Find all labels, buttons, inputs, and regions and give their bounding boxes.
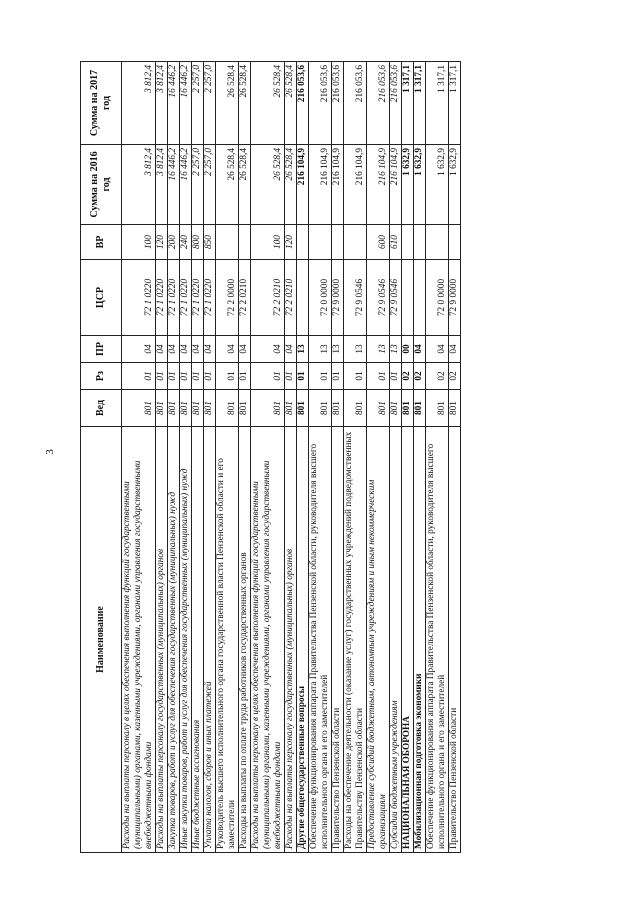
- table-row: [402, 62, 414, 853]
- table-row: [414, 62, 426, 853]
- cell-name: Уплата налогов, сборов и иных платежей: [204, 427, 216, 853]
- cell-csr: 72 0 0000: [426, 260, 449, 336]
- cell-sum-2016: 1 632,9: [414, 145, 426, 225]
- budget-table: [80, 61, 461, 853]
- table-row: [192, 62, 204, 853]
- cell-csr: 72 9 0000: [449, 260, 461, 336]
- cell-sum-2017: 216 053,6: [367, 62, 390, 145]
- cell-name: Мобилизационная подготовка экономики: [414, 427, 426, 853]
- cell-sum-2016: 2 257,0: [192, 145, 204, 225]
- cell-vr: [309, 225, 332, 260]
- cell-sum-2017: 1 317,1: [449, 62, 461, 145]
- cell-name: Расходы на выплаты по оплате труда работников государственных органов: [239, 427, 251, 853]
- cell-vr: 600: [367, 225, 390, 260]
- cell-rz: 01: [390, 363, 402, 390]
- cell-csr: 72 2 0210: [285, 260, 297, 336]
- cell-rz: 01: [309, 363, 332, 390]
- cell-pr: 13: [309, 336, 332, 363]
- cell-sum-2017: 216 053,6: [332, 62, 344, 145]
- cell-csr: 72 9 0546: [367, 260, 390, 336]
- cell-csr: 72 1 0220: [204, 260, 216, 336]
- cell-rz: 01: [332, 363, 344, 390]
- header-sum-2017: Сумма на 2017 год: [81, 62, 122, 145]
- cell-rz: 01: [204, 363, 216, 390]
- cell-csr: 72 1 0220: [168, 260, 180, 336]
- cell-name: Расходы на выплаты персоналу государственных (муниципальных) органов: [285, 427, 297, 853]
- cell-pr: 04: [239, 336, 251, 363]
- table-row: [332, 62, 344, 853]
- cell-pr: 04: [156, 336, 168, 363]
- cell-ved: 801: [297, 390, 309, 427]
- cell-vr: [297, 225, 309, 260]
- cell-ved: 801: [390, 390, 402, 427]
- header-csr: ЦСР: [81, 260, 122, 336]
- cell-name: НАЦИОНАЛЬНАЯ ОБОРОНА: [402, 427, 414, 853]
- cell-name: Иные бюджетные ассигнования: [192, 427, 204, 853]
- cell-csr: [402, 260, 414, 336]
- cell-rz: 01: [156, 363, 168, 390]
- cell-ved: 801: [344, 390, 367, 427]
- cell-ved: 801: [449, 390, 461, 427]
- cell-csr: 72 9 0000: [332, 260, 344, 336]
- cell-name: Обеспечение функционирования аппарата Правительства Пензенской области, руководителя высшего исполнительного органа и его заместителей: [426, 427, 449, 853]
- cell-sum-2017: 3 812,4: [156, 62, 168, 145]
- cell-csr: 72 9 0546: [390, 260, 402, 336]
- cell-vr: 800: [192, 225, 204, 260]
- cell-pr: 00: [402, 336, 414, 363]
- cell-sum-2017: 1 317,1: [414, 62, 426, 145]
- header-ved: Вед: [81, 390, 122, 427]
- cell-rz: 01: [344, 363, 367, 390]
- table-row: [367, 62, 390, 853]
- cell-vr: [402, 225, 414, 260]
- cell-csr: 72 1 0220: [156, 260, 168, 336]
- cell-name: Обеспечение функционирования аппарата Правительства Пензенской области, руководителя высшего исполнительного органа и его заместителей: [309, 427, 332, 853]
- cell-sum-2016: 16 446,2: [168, 145, 180, 225]
- cell-sum-2017: 26 528,4: [239, 62, 251, 145]
- cell-rz: 02: [402, 363, 414, 390]
- cell-rz: 01: [180, 363, 192, 390]
- cell-csr: 72 1 0220: [192, 260, 204, 336]
- cell-name: Предоставление субсидий бюджетным, автономным учреждениям и иным некоммерческим организациям: [367, 427, 390, 853]
- cell-rz: 02: [449, 363, 461, 390]
- page-number: 3: [44, 449, 56, 455]
- cell-vr: [332, 225, 344, 260]
- cell-rz: 02: [414, 363, 426, 390]
- table-row: [297, 62, 309, 853]
- cell-rz: 01: [285, 363, 297, 390]
- cell-ved: 801: [332, 390, 344, 427]
- cell-csr: 72 0 0000: [309, 260, 332, 336]
- cell-ved: 801: [204, 390, 216, 427]
- cell-csr: 72 2 0210: [251, 260, 285, 336]
- cell-ved: 801: [285, 390, 297, 427]
- cell-vr: 240: [180, 225, 192, 260]
- cell-vr: 850: [204, 225, 216, 260]
- cell-pr: 04: [204, 336, 216, 363]
- cell-vr: 100: [251, 225, 285, 260]
- cell-name: Субсидии бюджетным учреждениям: [390, 427, 402, 853]
- cell-rz: 01: [122, 363, 156, 390]
- cell-sum-2017: 1 317,1: [402, 62, 414, 145]
- cell-sum-2016: 216 104,9: [297, 145, 309, 225]
- cell-ved: 801: [180, 390, 192, 427]
- cell-sum-2017: 16 446,2: [168, 62, 180, 145]
- cell-pr: 04: [168, 336, 180, 363]
- cell-csr: [414, 260, 426, 336]
- cell-sum-2017: 2 257,0: [192, 62, 204, 145]
- table-row: [309, 62, 332, 853]
- header-rz: Рз: [81, 363, 122, 390]
- cell-pr: 13: [367, 336, 390, 363]
- cell-sum-2016: 216 104,9: [367, 145, 390, 225]
- cell-sum-2016: 216 104,9: [309, 145, 332, 225]
- cell-pr: 04: [122, 336, 156, 363]
- cell-sum-2016: 1 632,9: [449, 145, 461, 225]
- cell-pr: 04: [251, 336, 285, 363]
- cell-csr: 72 2 0210: [239, 260, 251, 336]
- cell-sum-2016: 26 528,4: [216, 145, 239, 225]
- table-row: [156, 62, 168, 853]
- cell-vr: 100: [122, 225, 156, 260]
- cell-ved: 801: [239, 390, 251, 427]
- cell-ved: 801: [216, 390, 239, 427]
- cell-rz: 01: [251, 363, 285, 390]
- cell-name: Другие общегосударственные вопросы: [297, 427, 309, 853]
- cell-vr: 120: [156, 225, 168, 260]
- cell-sum-2016: 3 812,4: [122, 145, 156, 225]
- cell-sum-2017: 2 257,0: [204, 62, 216, 145]
- cell-sum-2017: 3 812,4: [122, 62, 156, 145]
- cell-csr: 72 9 0546: [344, 260, 367, 336]
- table-row: [344, 62, 367, 853]
- header-name: Наименование: [81, 427, 122, 853]
- cell-ved: 801: [156, 390, 168, 427]
- cell-name: Закупка товаров, работ и услуг для обеспечения государственных (муниципальных) нужд: [168, 427, 180, 853]
- cell-pr: 13: [344, 336, 367, 363]
- cell-sum-2017: 216 053,6: [390, 62, 402, 145]
- cell-sum-2016: 2 257,0: [204, 145, 216, 225]
- cell-pr: 13: [390, 336, 402, 363]
- cell-sum-2017: 26 528,4: [285, 62, 297, 145]
- cell-sum-2017: 216 053,6: [344, 62, 367, 145]
- cell-ved: 801: [122, 390, 156, 427]
- cell-sum-2016: 3 812,4: [156, 145, 168, 225]
- cell-name: Расходы на выплаты персоналу государственных (муниципальных) органов: [156, 427, 168, 853]
- cell-rz: 01: [216, 363, 239, 390]
- cell-sum-2017: 216 053,6: [309, 62, 332, 145]
- cell-pr: 13: [332, 336, 344, 363]
- cell-rz: 01: [192, 363, 204, 390]
- cell-name: Правительство Пензенской области: [332, 427, 344, 853]
- cell-pr: 04: [285, 336, 297, 363]
- cell-rz: 01: [367, 363, 390, 390]
- cell-csr: [297, 260, 309, 336]
- cell-ved: 801: [367, 390, 390, 427]
- cell-csr: 72 1 0220: [180, 260, 192, 336]
- cell-sum-2016: 216 104,9: [344, 145, 367, 225]
- cell-sum-2017: 26 528,4: [251, 62, 285, 145]
- table-row: [216, 62, 239, 853]
- cell-ved: 801: [192, 390, 204, 427]
- table-row: [426, 62, 449, 853]
- cell-name: Руководитель высшего исполнительного органа государственной власти Пензенской области и его заместители: [216, 427, 239, 853]
- cell-vr: 120: [285, 225, 297, 260]
- cell-ved: 801: [309, 390, 332, 427]
- cell-vr: [414, 225, 426, 260]
- cell-sum-2017: 26 528,4: [216, 62, 239, 145]
- table-row: [122, 62, 156, 853]
- cell-csr: 72 2 0000: [216, 260, 239, 336]
- header-sum-2016: Сумма на 2016 год: [81, 145, 122, 225]
- cell-name: Иные закупки товаров, работ и услуг для обеспечения государственных (муниципальных) нужд: [180, 427, 192, 853]
- cell-rz: 02: [426, 363, 449, 390]
- table-row: [390, 62, 402, 853]
- cell-ved: 801: [414, 390, 426, 427]
- cell-csr: 72 1 0220: [122, 260, 156, 336]
- cell-vr: [239, 225, 251, 260]
- cell-ved: 801: [426, 390, 449, 427]
- header-pr: ПР: [81, 336, 122, 363]
- cell-vr: [216, 225, 239, 260]
- cell-rz: 01: [168, 363, 180, 390]
- cell-sum-2016: 216 104,9: [332, 145, 344, 225]
- cell-sum-2016: 16 446,2: [180, 145, 192, 225]
- cell-sum-2016: 26 528,4: [239, 145, 251, 225]
- cell-vr: 200: [168, 225, 180, 260]
- cell-sum-2016: 26 528,4: [251, 145, 285, 225]
- cell-rz: 01: [297, 363, 309, 390]
- cell-sum-2016: 1 632,9: [402, 145, 414, 225]
- cell-ved: 801: [251, 390, 285, 427]
- cell-name: Расходы на выплаты персоналу в целях обеспечения выполнения функций государственными (муниципальными) органами, казенными учреждениями, органами управления государственными внебюджетными фондами: [251, 427, 285, 853]
- table-row: [285, 62, 297, 853]
- cell-sum-2017: 1 317,1: [426, 62, 449, 145]
- cell-name: Расходы на выплаты персоналу в целях обеспечения выполнения функций государственными (муниципальными) органами, казенными учреждениями, органами управления государственными внебюджетными фондами: [122, 427, 156, 853]
- cell-pr: 04: [426, 336, 449, 363]
- cell-vr: 610: [390, 225, 402, 260]
- cell-ved: 801: [168, 390, 180, 427]
- cell-pr: 04: [449, 336, 461, 363]
- cell-sum-2016: 1 632,9: [426, 145, 449, 225]
- cell-vr: [426, 225, 449, 260]
- cell-name: Правительство Пензенской области: [449, 427, 461, 853]
- cell-vr: [344, 225, 367, 260]
- cell-name: Расходы на обеспечение деятельности (оказание услуг) государственных учреждений подведомственных Правительству Пензенской области: [344, 427, 367, 853]
- rotated-table-wrapper: [80, 62, 461, 853]
- header-row: [81, 62, 122, 853]
- cell-pr: 04: [192, 336, 204, 363]
- cell-ved: 801: [402, 390, 414, 427]
- table-row: [239, 62, 251, 853]
- cell-rz: 01: [239, 363, 251, 390]
- cell-pr: 04: [180, 336, 192, 363]
- table-row: [449, 62, 461, 853]
- table-row: [168, 62, 180, 853]
- cell-pr: 13: [297, 336, 309, 363]
- cell-sum-2016: 216 104,9: [390, 145, 402, 225]
- table-row: [204, 62, 216, 853]
- table-row: [251, 62, 285, 853]
- cell-pr: 04: [414, 336, 426, 363]
- cell-vr: [449, 225, 461, 260]
- cell-sum-2016: 26 528,4: [285, 145, 297, 225]
- table-row: [180, 62, 192, 853]
- cell-pr: 04: [216, 336, 239, 363]
- cell-sum-2017: 216 053,6: [297, 62, 309, 145]
- header-vr: ВР: [81, 225, 122, 260]
- cell-sum-2017: 16 446,2: [180, 62, 192, 145]
- table-body: [122, 62, 461, 853]
